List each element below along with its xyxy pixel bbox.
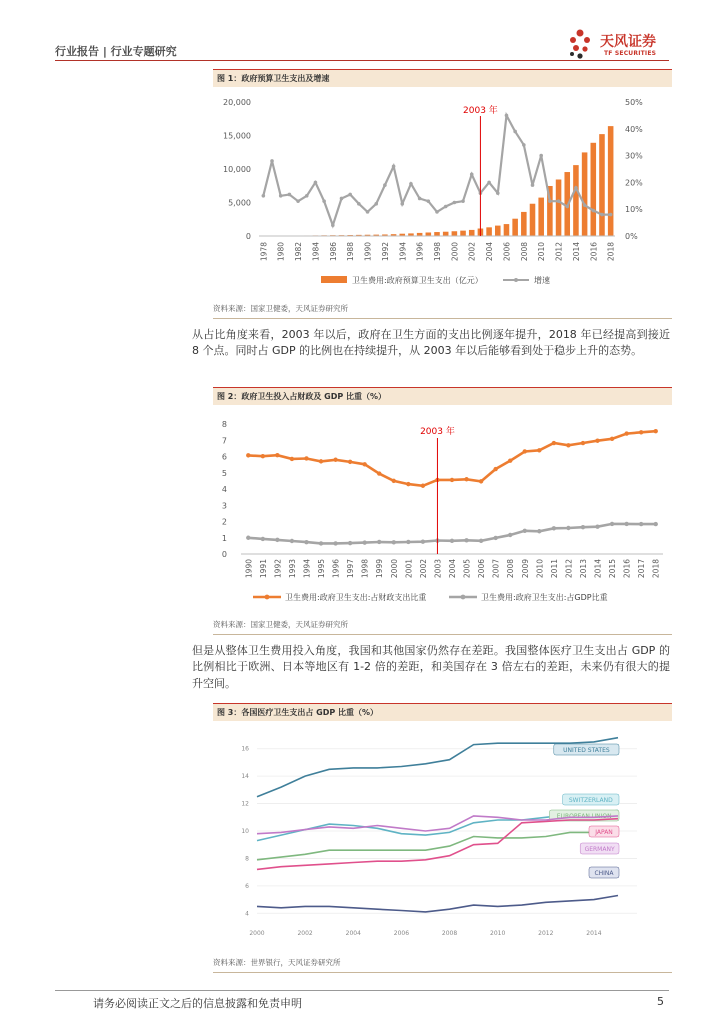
x-axis-tick: 2004 — [345, 930, 361, 937]
growth-point — [366, 210, 370, 214]
page-number: 5 — [657, 995, 664, 1008]
expenditure-bar — [591, 143, 597, 236]
x-axis-tick: 1990 — [363, 242, 373, 262]
year-marker-label: 2003 年 — [420, 427, 455, 437]
x-axis-tick: 2005 — [462, 559, 472, 579]
growth-point — [461, 199, 465, 203]
y-axis-tick: 5 — [221, 468, 227, 478]
gdp-share-point — [624, 522, 628, 526]
growth-point — [496, 191, 500, 195]
fiscal-share-point — [523, 449, 527, 453]
right-axis-tick: 30% — [625, 151, 643, 161]
x-axis-tick: 2008 — [441, 930, 458, 937]
legend-label-growth: 增速 — [534, 276, 550, 285]
x-axis-tick: 1980 — [276, 242, 286, 262]
fiscal-share-point — [421, 484, 425, 488]
gdp-share-point — [537, 529, 541, 533]
japan-line — [257, 819, 618, 870]
gdp-share-point — [319, 541, 323, 545]
fiscal-share-point — [319, 459, 323, 463]
gdp-share-point — [508, 533, 512, 537]
left-axis-tick: 0 — [245, 232, 251, 241]
x-axis-tick: 2013 — [578, 559, 588, 579]
paragraph-1: 从占比角度来看，2003 年以后，政府在卫生方面的支出比例逐年提升，2018 年已经提高到接近 8 个点。同时占 GDP 的比例也在持续提升，从 2003 年以后能够看到处于稳步上升的态势。 — [192, 328, 670, 358]
left-axis-tick: 5,000 — [228, 198, 251, 208]
expenditure-bar — [469, 230, 475, 236]
fiscal-share-point — [377, 471, 381, 475]
fiscal-share-point — [392, 479, 396, 483]
figure2-source: 资料来源：国家卫健委，天风证券研究所 — [213, 620, 348, 629]
report-category: 行业报告 | 行业专题研究 — [55, 45, 177, 58]
x-axis-tick: 2004 — [448, 559, 457, 579]
x-axis-tick: 2008 — [506, 559, 516, 579]
x-axis-tick: 2010 — [535, 559, 545, 579]
x-axis-tick: 2014 — [586, 930, 602, 937]
x-axis-tick: 2012 — [538, 930, 554, 937]
left-axis-tick: 20,000 — [223, 98, 251, 107]
fiscal-share-point — [639, 430, 643, 434]
figure2-title: 图 2：政府卫生投入占财政及 GDP 比重（%） — [217, 392, 387, 401]
figure1-title-bar — [213, 69, 672, 87]
left-axis-tick: 15,000 — [223, 131, 251, 141]
figure1-chart — [213, 90, 672, 296]
growth-point — [383, 183, 387, 187]
legend-label-fiscal: 卫生费用:政府卫生支出:占财政支出比重 — [285, 593, 427, 602]
x-axis-tick: 1998 — [433, 242, 442, 262]
legend-label-expenditure: 卫生费用:政府预算卫生支出（亿元） — [352, 276, 483, 285]
gdp-share-point — [275, 538, 279, 542]
fiscal-share-line — [248, 431, 655, 486]
y-axis-tick: 8 — [221, 420, 227, 429]
growth-point — [522, 143, 526, 147]
x-axis-tick: 2014 — [571, 242, 581, 262]
x-axis-tick: 2006 — [393, 930, 410, 937]
gdp-share-point — [464, 538, 468, 542]
x-axis-tick: 2018 — [651, 559, 661, 579]
gdp-share-point — [348, 541, 352, 545]
growth-point — [539, 154, 543, 158]
figure3-source: 资料来源：世界银行，天风证券研究所 — [213, 958, 341, 967]
growth-point — [531, 183, 535, 187]
japan-label: JAPAN — [595, 829, 613, 836]
growth-point — [505, 114, 509, 118]
x-axis-tick: 1984 — [311, 242, 321, 262]
y-axis-tick: 0 — [221, 550, 227, 559]
y-axis-tick: 12 — [241, 800, 249, 808]
x-axis-tick: 1988 — [346, 242, 356, 262]
y-axis-tick: 14 — [241, 773, 249, 781]
x-axis-tick: 1994 — [398, 242, 408, 262]
expenditure-bar — [582, 152, 588, 236]
growth-point — [305, 194, 309, 198]
fiscal-share-point — [493, 467, 497, 471]
gdp-share-point — [246, 536, 250, 540]
y-axis-tick: 3 — [221, 501, 227, 511]
fiscal-share-point — [508, 459, 512, 463]
expenditure-bar — [460, 231, 466, 236]
expenditure-bar — [495, 226, 501, 236]
gdp-share-point — [493, 536, 497, 540]
fiscal-share-point — [290, 457, 294, 461]
gdp-share-point — [377, 540, 381, 544]
expenditure-bar — [573, 165, 579, 236]
x-axis-tick: 2000 — [389, 559, 399, 579]
fiscal-share-point — [304, 456, 308, 460]
gdp-share-point — [639, 522, 643, 526]
expenditure-bar — [486, 227, 492, 236]
x-axis-tick: 1992 — [273, 559, 283, 579]
growth-point — [409, 182, 413, 186]
growth-point — [574, 186, 578, 190]
growth-point — [262, 194, 266, 198]
gdp-share-point — [581, 525, 585, 529]
growth-point — [548, 199, 552, 203]
y-axis-tick: 8 — [245, 855, 249, 863]
x-axis-tick: 1991 — [258, 559, 268, 579]
gdp-share-point — [362, 540, 366, 544]
expenditure-bar — [521, 212, 527, 236]
figure3-title-bar — [213, 703, 672, 721]
expenditure-bar — [608, 126, 614, 236]
growth-point — [322, 199, 326, 203]
figure1-source: 资料来源：国家卫健委，天风证券研究所 — [213, 304, 348, 313]
fiscal-share-point — [624, 431, 628, 435]
growth-point — [340, 197, 344, 201]
y-axis-tick: 10 — [241, 828, 249, 835]
fiscal-share-point — [581, 441, 585, 445]
x-axis-tick: 2014 — [593, 559, 603, 579]
x-axis-tick: 2010 — [537, 242, 547, 262]
x-axis-tick: 2002 — [467, 242, 477, 262]
x-axis-tick: 2000 — [249, 930, 265, 937]
gdp-share-point — [290, 539, 294, 543]
x-axis-tick: 1999 — [375, 559, 385, 579]
expenditure-bar — [556, 180, 562, 236]
european-union-line — [257, 832, 618, 859]
growth-point — [314, 181, 318, 185]
growth-point — [565, 205, 569, 209]
right-axis-tick: 50% — [625, 98, 643, 107]
united-states-label: UNITED STATES — [563, 747, 610, 754]
fiscal-share-point — [566, 443, 570, 447]
fiscal-share-point — [362, 462, 366, 466]
growth-point — [453, 201, 457, 205]
fiscal-share-point — [406, 482, 410, 486]
footer-divider — [55, 990, 669, 991]
figure2-title-bar — [213, 387, 672, 405]
growth-point — [418, 197, 422, 201]
x-axis-tick: 2001 — [404, 559, 414, 579]
growth-point — [427, 199, 431, 203]
fiscal-share-point — [464, 477, 468, 481]
growth-point — [279, 194, 283, 198]
switzerland-label: SWITZERLAND — [568, 797, 613, 804]
gdp-share-point — [595, 525, 599, 529]
right-axis-tick: 20% — [625, 178, 643, 188]
growth-point — [600, 213, 604, 217]
x-axis-tick: 2006 — [477, 559, 487, 579]
x-axis-tick: 2007 — [491, 559, 501, 579]
gdp-share-point — [552, 526, 556, 530]
fiscal-share-point — [654, 429, 658, 433]
brand-subtitle: TF SECURITIES — [604, 50, 657, 57]
x-axis-tick: 1996 — [331, 559, 341, 579]
fiscal-share-point — [595, 439, 599, 443]
x-axis-tick: 1995 — [317, 559, 327, 579]
gdp-share-point — [566, 526, 570, 530]
x-axis-tick: 1990 — [244, 559, 254, 579]
figure3-chart — [213, 725, 672, 943]
right-axis-tick: 10% — [625, 205, 643, 215]
paragraph-2: 但是从整体卫生费用投入角度，我国和其他国家仍然存在差距。我国整体医疗卫生支出占 GDP 的比例相比于欧洲、日本等地区有 1-2 倍的差距，和美国存在 3 倍左右的差距，未来仍有很大的提升空间。 — [192, 644, 670, 690]
growth-point — [444, 205, 448, 209]
growth-point — [583, 203, 587, 207]
gdp-share-point — [304, 540, 308, 544]
growth-point — [288, 193, 292, 197]
expenditure-bar — [599, 134, 605, 236]
fiscal-share-point — [333, 458, 337, 462]
figure3-title: 图 3：各国医疗卫生支出占 GDP 比重（%） — [217, 708, 379, 717]
china-label: CHINA — [594, 870, 614, 877]
y-axis-tick: 2 — [221, 517, 227, 527]
fiscal-share-point — [552, 441, 556, 445]
x-axis-tick: 2002 — [297, 930, 313, 937]
x-axis-tick: 2006 — [502, 242, 512, 262]
brand-name: 天风证券 — [600, 34, 656, 50]
growth-point — [591, 209, 595, 213]
x-axis-tick: 2017 — [637, 559, 647, 579]
y-axis-tick: 1 — [221, 533, 227, 543]
growth-point — [513, 130, 517, 134]
fiscal-share-point — [450, 478, 454, 482]
legend-marker-gdp — [461, 595, 466, 600]
expenditure-bar — [434, 232, 440, 236]
growth-point — [331, 223, 335, 227]
fiscal-share-point — [537, 448, 541, 452]
legend-label-gdp: 卫生费用:政府卫生支出:占GDP比重 — [481, 593, 608, 602]
fiscal-share-point — [275, 453, 279, 457]
figure2-divider — [213, 634, 672, 635]
germany-label: GERMANY — [584, 846, 615, 853]
fiscal-share-point — [348, 460, 352, 464]
x-axis-tick: 2009 — [520, 559, 530, 579]
x-axis-tick: 1982 — [294, 242, 304, 262]
growth-point — [487, 181, 491, 185]
right-axis-tick: 0% — [625, 232, 638, 241]
y-axis-tick: 4 — [245, 910, 249, 918]
x-axis-tick: 2008 — [519, 242, 529, 262]
fiscal-share-point — [479, 479, 483, 483]
growth-point — [609, 213, 613, 217]
gdp-share-point — [450, 539, 454, 543]
x-axis-tick: 1996 — [415, 242, 425, 262]
fiscal-share-point — [246, 453, 250, 457]
growth-point — [374, 202, 378, 206]
y-axis-tick: 7 — [221, 436, 227, 446]
gdp-share-point — [479, 539, 483, 543]
y-axis-tick: 4 — [221, 485, 227, 494]
expenditure-bar — [443, 232, 449, 236]
x-axis-tick: 2016 — [589, 242, 599, 262]
growth-point — [357, 202, 361, 206]
footer-disclaimer: 请务必阅读正文之后的信息披露和免责申明 — [93, 997, 302, 1010]
figure1-title: 图 1：政府预算卫生支出及增速 — [217, 74, 330, 83]
x-axis-tick: 2012 — [554, 242, 564, 262]
x-axis-tick: 1986 — [328, 242, 338, 262]
y-axis-tick: 6 — [245, 882, 249, 890]
gdp-share-point — [392, 540, 396, 544]
x-axis-tick: 1998 — [360, 559, 370, 579]
year-marker-label: 2003 年 — [463, 106, 498, 116]
x-axis-tick: 2016 — [622, 559, 632, 579]
gdp-share-point — [406, 540, 410, 544]
x-axis-tick: 2012 — [564, 559, 574, 579]
x-axis-tick: 2002 — [418, 559, 428, 579]
china-line — [257, 896, 618, 912]
y-axis-tick: 16 — [241, 745, 249, 753]
right-axis-tick: 40% — [625, 124, 643, 134]
x-axis-tick: 1997 — [346, 559, 356, 579]
growth-point — [400, 202, 404, 206]
fiscal-share-point — [261, 454, 265, 458]
fiscal-share-point — [610, 437, 614, 441]
gdp-share-point — [654, 522, 658, 526]
legend-marker-fiscal — [265, 595, 270, 600]
y-axis-tick: 6 — [221, 452, 227, 462]
growth-point — [435, 210, 439, 214]
expenditure-bar — [504, 224, 510, 236]
figure3-divider — [213, 972, 672, 973]
x-axis-tick: 1993 — [287, 559, 297, 579]
gdp-share-point — [523, 529, 527, 533]
x-axis-tick: 2010 — [490, 930, 506, 937]
left-axis-tick: 10,000 — [223, 165, 251, 174]
x-axis-tick: 2015 — [608, 559, 618, 579]
growth-point — [296, 199, 300, 203]
header-divider — [55, 60, 669, 61]
x-axis-tick: 2000 — [450, 241, 460, 262]
growth-point — [557, 199, 561, 203]
x-axis-tick: 2018 — [606, 242, 616, 262]
x-axis-tick: 2011 — [549, 559, 559, 579]
expenditure-bar — [452, 231, 458, 236]
gdp-share-point — [333, 541, 337, 545]
european-union-label: EUROPEAN UNION — [556, 813, 612, 820]
figure1-divider — [213, 318, 672, 319]
growth-point — [270, 159, 274, 163]
x-axis-tick: 1992 — [380, 242, 390, 262]
expenditure-bar — [426, 232, 432, 236]
growth-point — [470, 173, 474, 177]
x-axis-tick: 2004 — [485, 242, 495, 262]
figure2-chart — [213, 408, 672, 612]
x-axis-tick: 1994 — [302, 559, 312, 579]
x-axis-tick: 1978 — [259, 242, 269, 262]
legend-swatch-expenditure — [321, 276, 347, 283]
gdp-share-point — [421, 539, 425, 543]
expenditure-bar — [538, 198, 544, 236]
legend-marker-growth — [514, 278, 518, 282]
growth-point — [392, 165, 396, 169]
x-axis-tick: 2003 — [433, 559, 443, 579]
expenditure-bar — [530, 204, 536, 236]
growth-point — [348, 193, 352, 197]
gdp-share-point — [261, 537, 265, 541]
expenditure-bar — [512, 219, 518, 236]
gdp-share-point — [610, 522, 614, 526]
